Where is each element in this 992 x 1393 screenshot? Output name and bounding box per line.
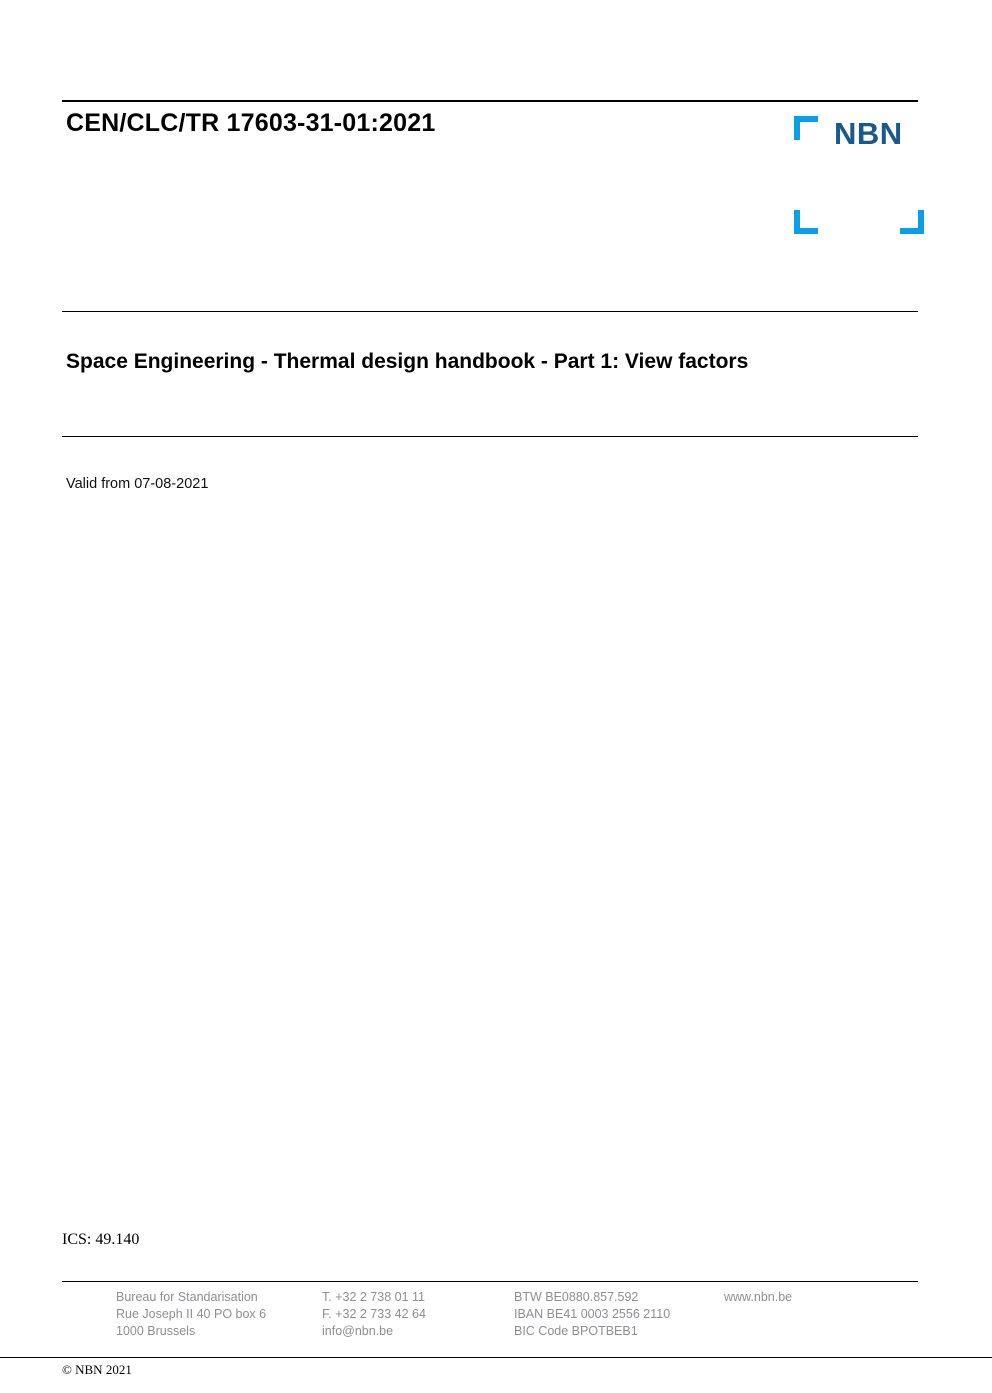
copyright-divider xyxy=(0,1357,992,1358)
logo-wordmark: NBN xyxy=(834,116,903,151)
nbn-logo xyxy=(790,110,930,250)
footer-phone: T. +32 2 738 01 11 xyxy=(322,1290,425,1304)
ics-code: ICS: 49.140 xyxy=(62,1231,140,1248)
footer-email[interactable]: info@nbn.be xyxy=(322,1324,394,1338)
footer xyxy=(116,1289,916,1340)
header-top-divider xyxy=(62,100,918,102)
page-title: Space Engineering - Thermal design handbook - Part 1: View factors xyxy=(66,350,749,373)
footer-iban: IBAN BE41 0003 2556 2110 xyxy=(514,1307,671,1321)
footer-bank-details xyxy=(514,1289,724,1340)
validity-date: Valid from 07-08-2021 xyxy=(66,476,209,492)
copyright-notice: © NBN 2021 xyxy=(62,1362,132,1377)
logo-corner-bottom-left-icon xyxy=(794,210,818,234)
footer-contact xyxy=(322,1289,514,1340)
header-bottom-divider xyxy=(62,311,918,312)
footer-bic: BIC Code BPOTBEB1 xyxy=(514,1324,638,1338)
footer-website-link[interactable]: www.nbn.be xyxy=(724,1290,793,1304)
document-reference: CEN/CLC/TR 17603-31-01:2021 xyxy=(66,109,436,137)
footer-website-column xyxy=(724,1289,864,1340)
footer-address-line-3: 1000 Brussels xyxy=(116,1324,196,1338)
footer-fax: F. +32 2 733 42 64 xyxy=(322,1307,426,1321)
footer-address-line-2: Rue Joseph II 40 PO box 6 xyxy=(116,1307,267,1321)
footer-top-divider xyxy=(62,1281,918,1282)
logo-corner-top-left-icon xyxy=(794,116,818,140)
footer-vat: BTW BE0880.857.592 xyxy=(514,1290,639,1304)
footer-address xyxy=(116,1289,322,1340)
logo-corner-bottom-right-icon xyxy=(900,210,924,234)
footer-address-line-1: Bureau for Standarisation xyxy=(116,1290,258,1304)
title-bottom-divider xyxy=(62,436,918,437)
